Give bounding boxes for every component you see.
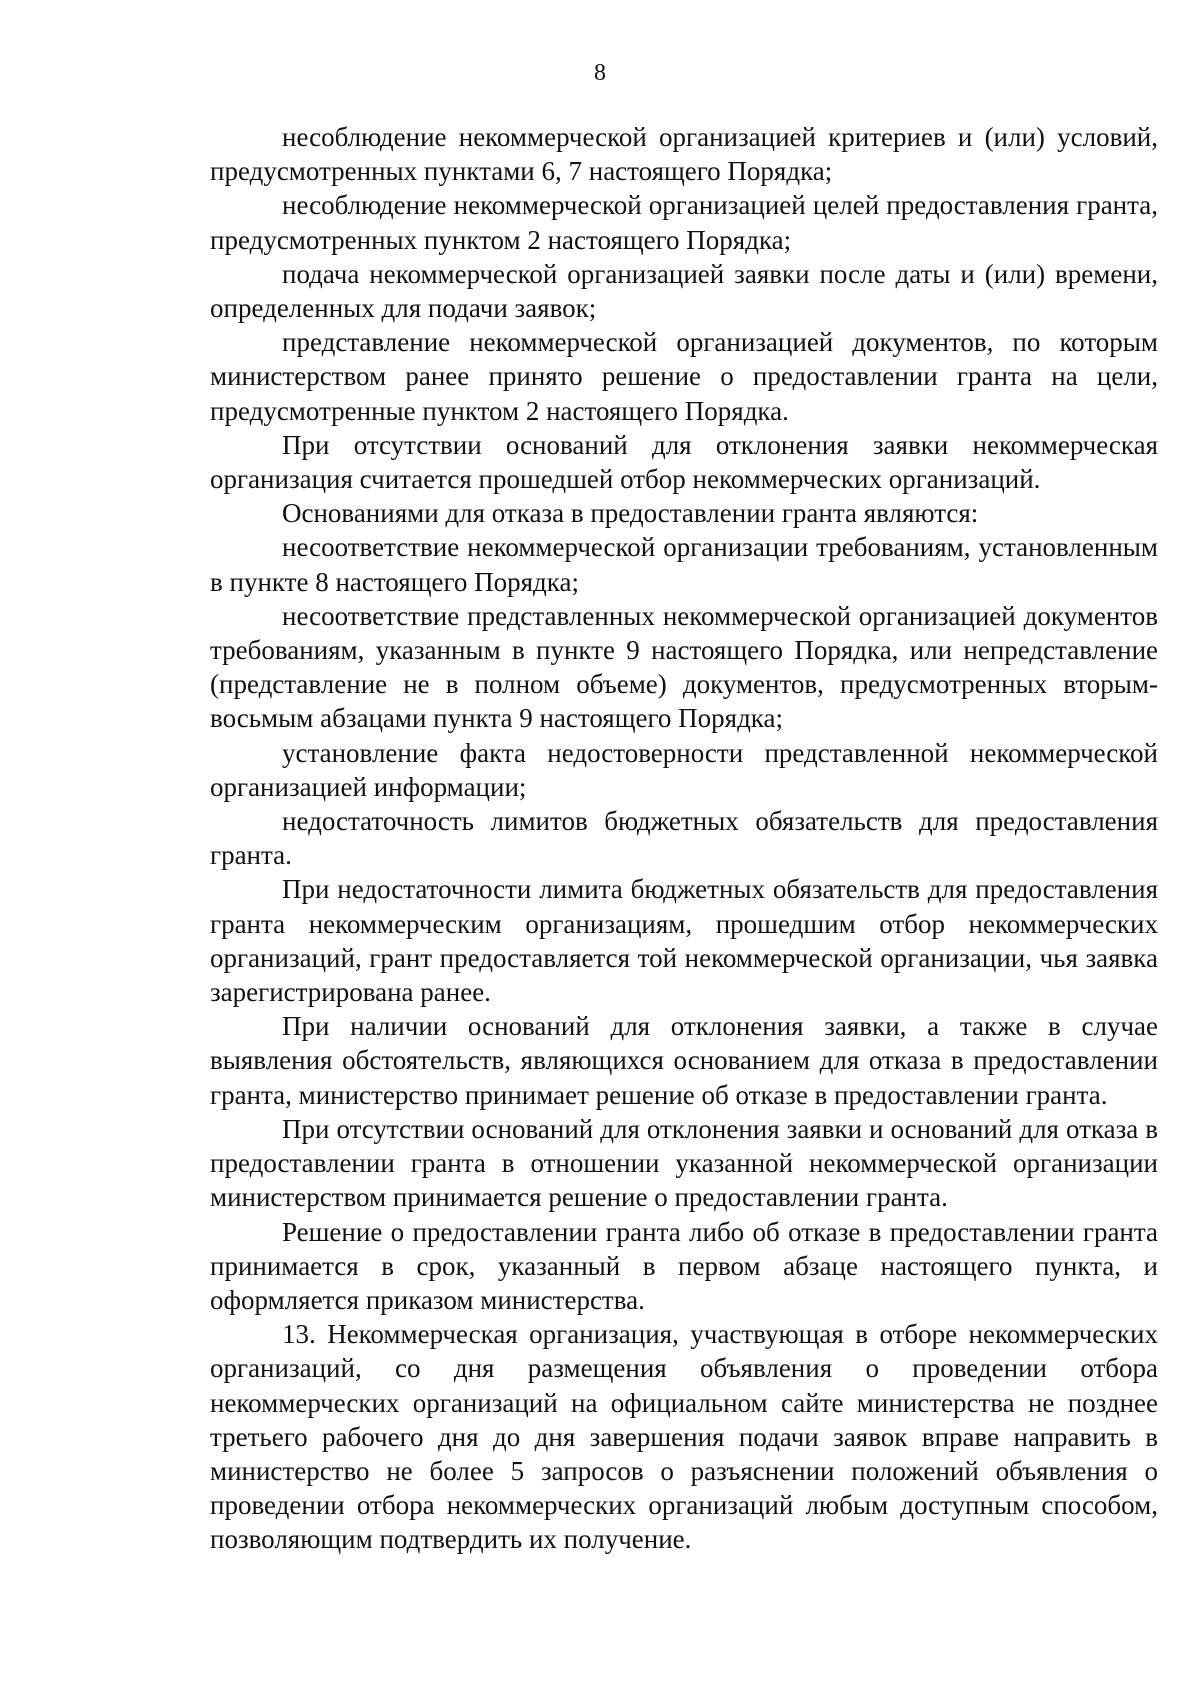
paragraph: несоблюдение некоммерческой организацией целей предоставления гранта, предусмотренных пунктом 2 настоящего Порядка; [210,190,1158,255]
paragraph: При отсутствии оснований для отклонения заявки и оснований для отказа в предоставлении гранта в отношении указанной некоммерческой организации министерством принимается решение о предоставлении гранта. [210,1113,1158,1213]
paragraph: несоответствие представленных некоммерческой организацией документов требованиям, указанным в пункте 9 настоящего Порядка, или непредставление (представление не в полном объеме) документов, предусмотренных вторым-восьмым абзацами пункта 9 настоящего Порядка; [210,600,1158,734]
paragraph: несоответствие некоммерческой организации требованиям, установленным в пункте 8 настоящего Порядка; [210,532,1158,597]
paragraph: Основаниями для отказа в предоставлении гранта являются: [282,498,979,529]
paragraph: несоблюдение некоммерческой организацией критериев и (или) условий, предусмотренных пунктами 6, 7 настоящего Порядка; [210,122,1158,187]
paragraph: представление некоммерческой организацией документов, по которым министерством ранее принято решение о предоставлении гранта на цели, предусмотренные пунктом 2 настоящего Порядка. [210,327,1158,426]
paragraph: При наличии оснований для отклонения заявки, а также в случае выявления обстоятельств, являющихся основанием для отказа в предоставлении гранта, министерство принимает решение об отказе в предоставлении гранта. [210,1011,1158,1110]
paragraph: При недостаточности лимита бюджетных обязательств для предоставления гранта некоммерческим организациям, прошедшим отбор некоммерческих организаций, грант предоставляется той некоммерческой организации, чья заявка зарегистрирована ранее. [210,874,1158,1008]
page-number: 8 [594,60,606,86]
paragraph: 13. Некоммерческая организация, участвующая в отборе некоммерческих организаций, со дня размещения объявления о проведении отбора некоммерческих организаций на официальном сайте министерства не позднее третьего рабочего дня до дня завершения подачи заявок вправе направить в министерство не более 5 запросов о разъяснении положений объявления о проведении отбора некоммерческих организаций любым доступным способом, позволяющим подтвердить их получение. [210,1319,1158,1555]
paragraph: При отсутствии оснований для отклонения заявки некоммерческая организация считается прошедшей отбор некоммерческих организаций. [210,429,1158,495]
paragraph: Решение о предоставлении гранта либо об отказе в предоставлении гранта принимается в срок, указанный в первом абзаце настоящего пункта, и оформляется приказом министерства. [210,1216,1158,1315]
paragraph: подача некоммерческой организацией заявки после даты и (или) времени, определенных для подачи заявок; [210,258,1158,324]
document-body [210,120,1158,1557]
paragraph: недостаточность лимитов бюджетных обязательств для предоставления гранта. [210,806,1158,871]
paragraph: установление факта недостоверности представленной некоммерческой организацией информации; [210,737,1158,802]
